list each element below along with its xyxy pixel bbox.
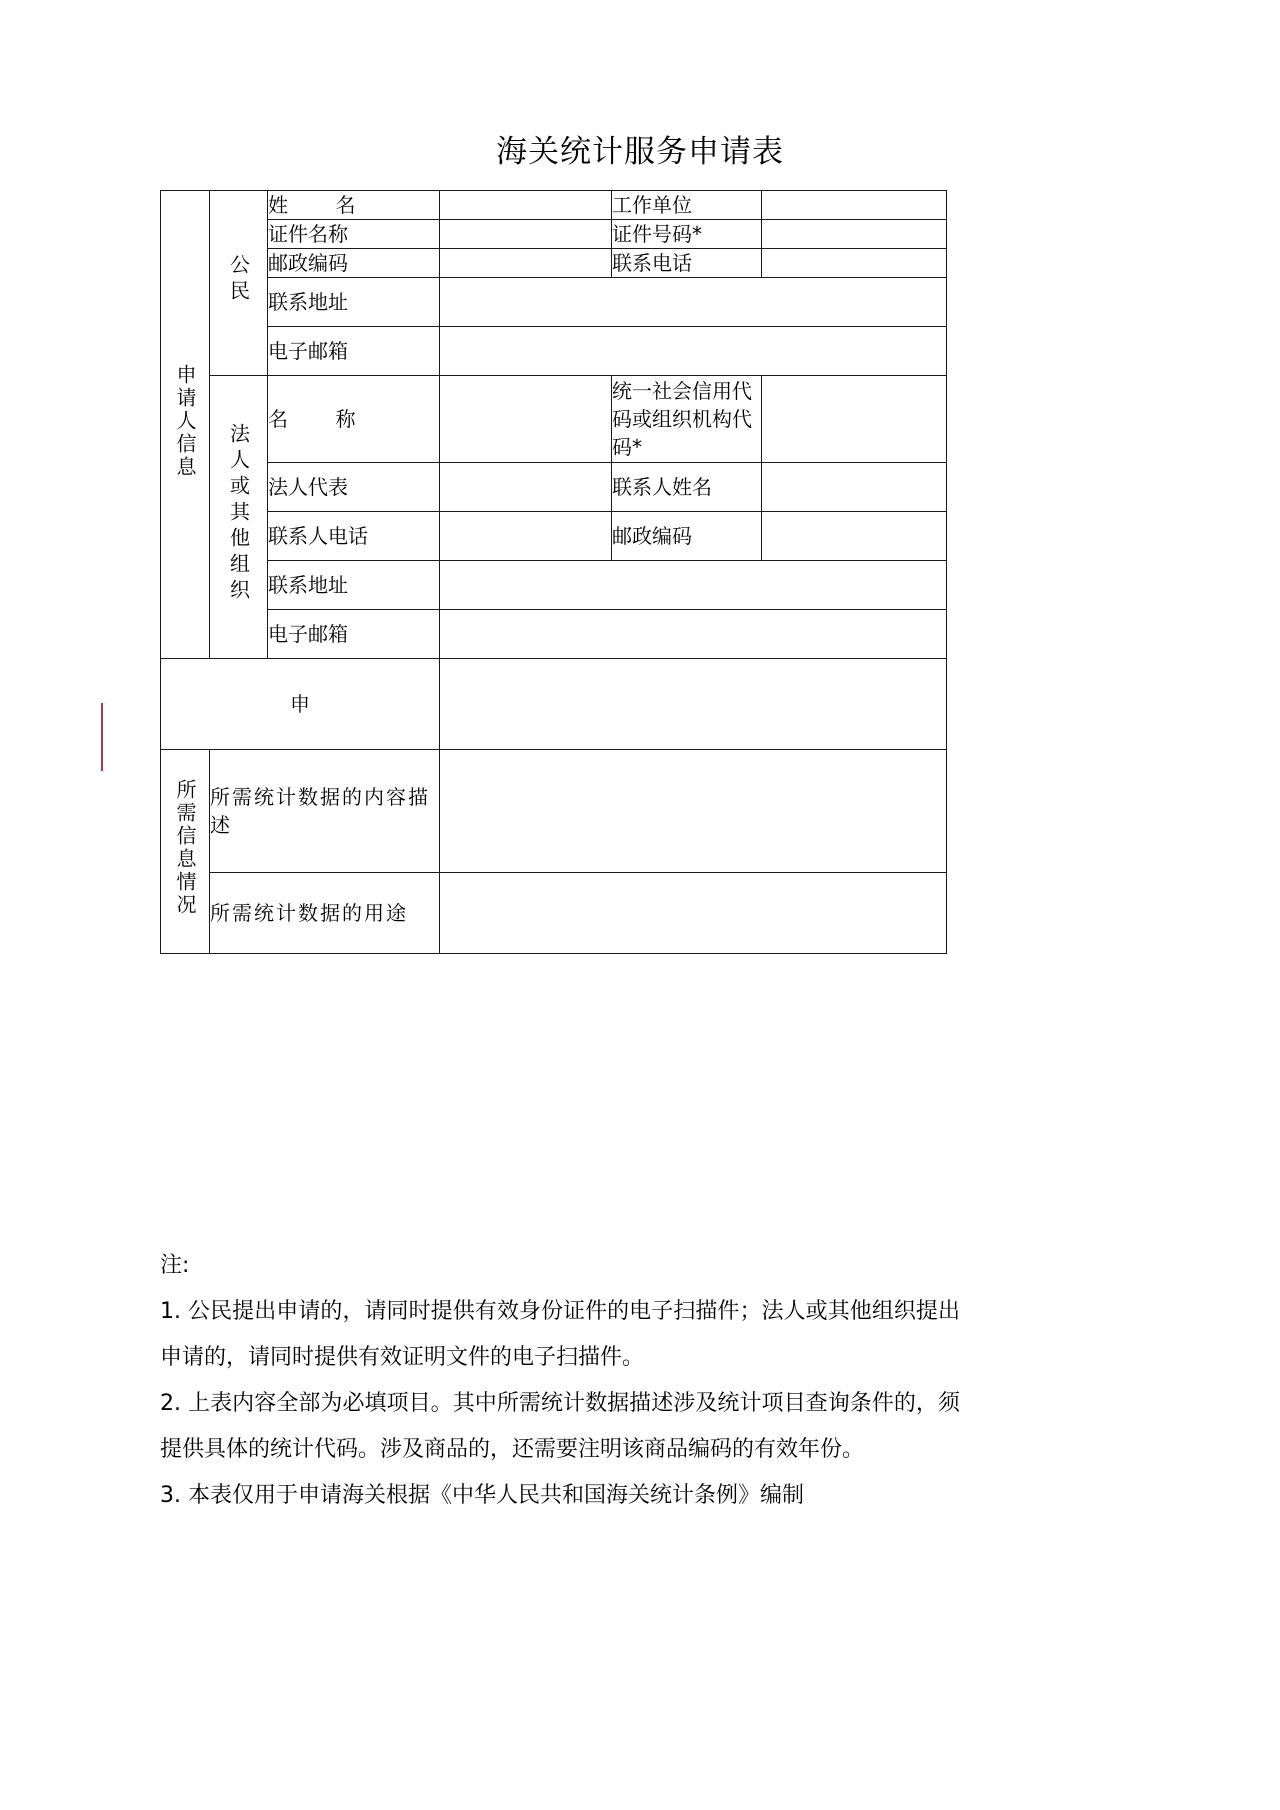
table-row xyxy=(161,463,947,512)
table-row xyxy=(161,561,947,610)
field-label-legal-address: 联系地址 xyxy=(268,561,440,610)
section-header-applicant-info xyxy=(161,191,210,659)
field-label-needed-data-purpose: 所需统计数据的用途 xyxy=(210,873,440,954)
field-label-legal-representative: 法人代表 xyxy=(268,463,440,512)
table-row xyxy=(161,249,947,278)
field-label-citizen-postcode: 邮政编码 xyxy=(268,249,440,278)
field-value-citizen-name[interactable] xyxy=(440,191,612,220)
page-title: 海关统计服务申请表 xyxy=(496,134,784,170)
field-label-citizen-phone: 联系电话 xyxy=(612,249,762,278)
table-row xyxy=(161,873,947,954)
section-header-applicant-info-label: 申请人信息 xyxy=(173,363,197,479)
section-header-needed-info xyxy=(161,750,210,954)
field-value-citizen-address[interactable] xyxy=(440,278,947,327)
application-form-table xyxy=(160,190,947,954)
subsection-header-legal-person-label: 法人或其他组织 xyxy=(226,422,251,605)
field-value-citizen-phone[interactable] xyxy=(762,249,947,278)
section-header-needed-info-label: 所需信息情况 xyxy=(173,779,197,917)
field-value-legal-email[interactable] xyxy=(440,610,947,659)
table-row xyxy=(161,191,947,220)
field-label-needed-data-content: 所需统计数据的内容描述 xyxy=(210,750,440,873)
field-value-legal-representative[interactable] xyxy=(440,463,612,512)
revision-change-bar xyxy=(101,703,103,771)
field-value-citizen-email[interactable] xyxy=(440,327,947,376)
field-label-legal-postcode: 邮政编码 xyxy=(612,512,762,561)
table-row xyxy=(161,610,947,659)
table-row xyxy=(161,376,947,463)
notes-section xyxy=(160,1243,960,1519)
field-label-legal-email: 电子邮箱 xyxy=(268,610,440,659)
field-value-needed-data-purpose[interactable] xyxy=(440,873,947,954)
field-value-citizen-postcode[interactable] xyxy=(440,249,612,278)
field-value-citizen-work-unit[interactable] xyxy=(762,191,947,220)
field-label-citizen-id-type: 证件名称 xyxy=(268,220,440,249)
field-value-legal-credit-code[interactable] xyxy=(762,376,947,463)
note-item-3: 3. 本表仅用于申请海关根据《中华人民共和国海关统计条例》编制 xyxy=(160,1483,804,1508)
field-label-citizen-work-unit: 工作单位 xyxy=(612,191,762,220)
note-item-2: 2. 上表内容全部为必填项目。其中所需统计数据描述涉及统计项目查询条件的，须提供具体的统计代码。涉及商品的，还需要注明该商品编码的有效年份。 xyxy=(160,1391,960,1462)
field-label-citizen-id-number: 证件号码* xyxy=(612,220,762,249)
field-value-application[interactable] xyxy=(440,659,947,750)
notes-heading: 注: xyxy=(160,1253,190,1278)
field-value-legal-postcode[interactable] xyxy=(762,512,947,561)
subsection-header-citizen-label: 公民 xyxy=(226,253,251,306)
table-row xyxy=(161,220,947,249)
table-row xyxy=(161,327,947,376)
field-label-legal-contact-name: 联系人姓名 xyxy=(612,463,762,512)
note-item-1: 1. 公民提出申请的，请同时提供有效身份证件的电子扫描件；法人或其他组织提出申请的，请同时提供有效证明文件的电子扫描件。 xyxy=(160,1299,960,1370)
field-label-legal-credit-code: 统一社会信用代码或组织机构代码* xyxy=(612,376,762,463)
table-row xyxy=(161,659,947,750)
field-value-needed-data-content[interactable] xyxy=(440,750,947,873)
subsection-header-legal-person xyxy=(210,376,268,659)
field-label-citizen-address: 联系地址 xyxy=(268,278,440,327)
field-value-legal-contact-name[interactable] xyxy=(762,463,947,512)
table-row xyxy=(161,512,947,561)
field-value-legal-name[interactable] xyxy=(440,376,612,463)
field-label-citizen-name: 姓 名 xyxy=(268,191,440,220)
table-row xyxy=(161,278,947,327)
field-label-legal-name: 名 称 xyxy=(268,376,440,463)
field-label-application: 申 xyxy=(161,659,440,750)
table-row xyxy=(161,750,947,873)
field-value-legal-address[interactable] xyxy=(440,561,947,610)
field-label-legal-contact-phone: 联系人电话 xyxy=(268,512,440,561)
subsection-header-citizen xyxy=(210,191,268,376)
field-label-citizen-email: 电子邮箱 xyxy=(268,327,440,376)
field-value-citizen-id-number[interactable] xyxy=(762,220,947,249)
field-value-legal-contact-phone[interactable] xyxy=(440,512,612,561)
field-value-citizen-id-type[interactable] xyxy=(440,220,612,249)
